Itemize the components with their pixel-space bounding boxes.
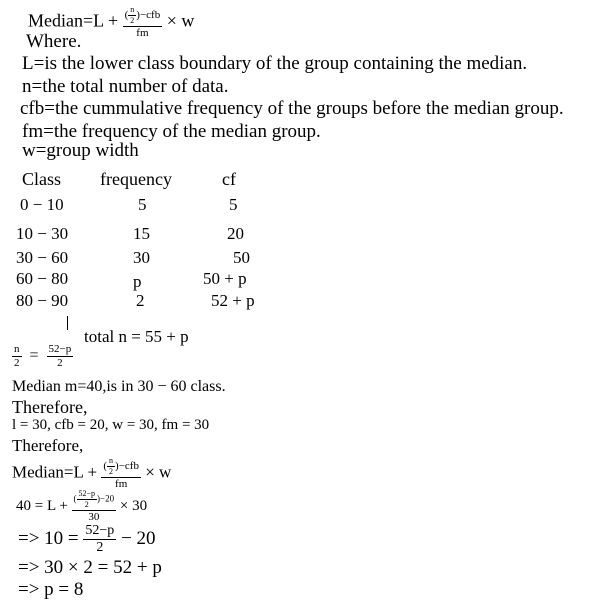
definition-w: w=group width (22, 140, 139, 161)
table-row-4-class: 60 − 80 (16, 269, 69, 288)
values-line: l = 30, cfb = 20, w = 30, fm = 30 (12, 417, 210, 433)
half-n-equation: $\frac{n}{2}$ = $\frac{52-p}{2}$ (14, 343, 72, 369)
formula-lhs: Median=L + (28, 10, 119, 31)
table-row-5-cf: 52 + p (211, 291, 255, 310)
definition-cfb: cfb=the cummulative frequency of the groups before the median group. (20, 98, 564, 119)
table-header-cf: cf (222, 169, 236, 189)
formula-fraction: ( $\frac{n}{2}$ )−cfb fm (124, 5, 161, 39)
therefore-label-2: Therefore, (12, 436, 84, 455)
step-1: => 10 = $\frac{52-p}{2}$ − 20 (18, 523, 156, 555)
definition-n: n=the total number of data. (22, 76, 229, 97)
table-total: total n = 55 + p (84, 327, 189, 346)
table-row-1-class: 0 − 10 (20, 195, 64, 214)
table-header-frequency: frequency (100, 169, 172, 189)
table-row-2-class: 10 − 30 (16, 224, 69, 243)
table-row-3-frequency: 30 (133, 248, 150, 267)
therefore-label-1: Therefore, (12, 397, 88, 417)
table-row-5-frequency: 2 (136, 291, 145, 310)
median-class-line: Median m=40,is in 30 − 60 class. (12, 378, 226, 395)
table-row-1-cf: 5 (229, 195, 238, 214)
table-row-1-frequency: 5 (138, 195, 147, 214)
step-2: => 30 × 2 = 52 + p (18, 557, 162, 578)
table-row-5-class: 80 − 90 (16, 291, 69, 310)
median-formula-repeat: Median=L + ( $\frac{n}{2}$ )−cfb fm × w (12, 456, 172, 490)
definition-fm: fm=the frequency of the median group. (22, 121, 321, 142)
table-header-class: Class (22, 169, 62, 189)
where-label: Where. (26, 31, 82, 52)
table-row-4-frequency: p (133, 272, 142, 291)
step-3: => p = 8 (18, 579, 84, 600)
definition-L: L=is the lower class boundary of the group containing the median. (22, 53, 528, 74)
substitution-equation: 40 = L + ( $\frac{52-p}{2}$ )−20 30 × 30 (16, 489, 148, 523)
table-row-2-cf: 20 (227, 224, 244, 243)
table-row-2-frequency: 15 (133, 224, 150, 243)
table-row-3-cf: 50 (233, 248, 250, 267)
formula-tail: × w (166, 10, 195, 31)
table-row-4-cf: 50 + p (203, 269, 247, 288)
table-row-3-class: 30 − 60 (16, 248, 69, 267)
column-divider (67, 316, 68, 330)
